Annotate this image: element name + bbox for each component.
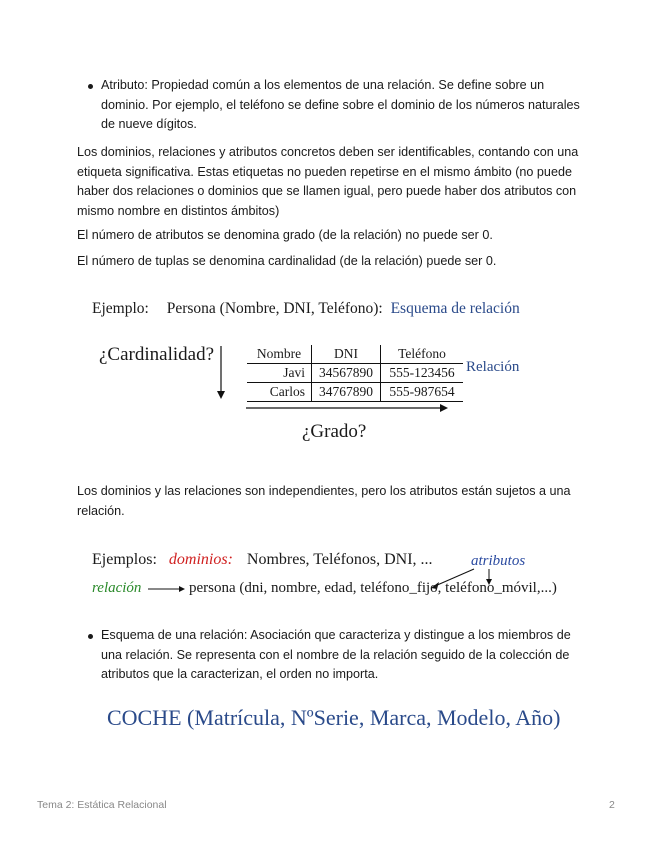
dominios-values: Nombres, Teléfonos, DNI, ...: [246, 551, 433, 568]
table-cell: 34767890: [312, 383, 381, 402]
table-cell: Javi: [247, 364, 312, 383]
table-header-row: [247, 345, 463, 364]
paragraph-cardinalidad: El número de tuplas se denomina cardinalidad (de la relación) puede ser 0.: [77, 254, 497, 268]
column-header: Teléfono: [398, 346, 446, 361]
column-header: DNI: [312, 345, 381, 364]
grado-arrow: [245, 402, 450, 414]
relation-table-wrapper: [247, 345, 463, 402]
paragraph-identificables: Los dominios, relaciones y atributos concretos deben ser identificables, contando con una etiqueta significativa. Estas etiquetas no pueden repetirse en el mismo ámbito (no puede haber dos relaciones o dominios que se llamen igual, pero puede haber dos atributos con mismo nombre en distintos ámbitos): [77, 145, 579, 218]
relacion-arrow: [147, 583, 187, 595]
schema-text: Persona (Nombre, DNI, Teléfono):: [166, 300, 383, 317]
bullet-esquema-text: Esquema de una relación: Asociación que caracteriza y distingue a los miembros de una relación. Se representa con el nombre de la relación seguido de la colección de atributos que la caracterizan, el orden no importa.: [101, 628, 571, 682]
bullet-esquema: [77, 626, 582, 685]
coche-schema: COCHE (Matrícula, NºSerie, Marca, Modelo, Año): [107, 705, 561, 730]
bullet-dot: [88, 84, 93, 89]
figure-ejemplo-header: [92, 300, 520, 318]
table-cell: 555-987654: [389, 384, 455, 399]
ejemplos-line: [92, 551, 433, 569]
relacion-label: Relación: [466, 359, 520, 375]
persona-schema: persona (dni, nombre, edad, teléfono_fijo, teléfono_móvil,...): [189, 580, 557, 596]
paragraph-grado: El número de atributos se denomina grado (de la relación) no puede ser 0.: [77, 228, 493, 242]
relation-table: [247, 345, 463, 402]
ejemplos-label: Ejemplos:: [92, 551, 157, 568]
grado-label: ¿Grado?: [302, 421, 367, 442]
page-number: 2: [609, 799, 615, 811]
atributos-label: atributos: [471, 553, 526, 569]
dominios-label: dominios:: [168, 551, 233, 568]
ejemplo-label: Ejemplo:: [92, 300, 149, 317]
table-cell: 34567890: [312, 364, 381, 383]
table-row: [247, 383, 463, 402]
table-cell: Carlos: [247, 383, 312, 402]
table-row: [247, 364, 463, 383]
paragraph-independientes: Los dominios y las relaciones son independientes, pero los atributos están sujetos a una relación.: [77, 484, 571, 518]
schema-note: Esquema de relación: [390, 300, 520, 317]
cardinalidad-label: ¿Cardinalidad?: [99, 344, 215, 365]
bullet-dot: [88, 634, 93, 639]
footer-title: Tema 2: Estática Relacional: [37, 799, 167, 811]
column-header: Nombre: [247, 345, 312, 364]
bullet-atributo: [77, 76, 582, 135]
cardinalidad-arrow: [215, 345, 227, 401]
bullet-atributo-text: Atributo: Propiedad común a los elementos de una relación. Se define sobre un dominio. Por ejemplo, el teléfono se define sobre el dominio de los números naturales de nueve dígitos.: [101, 78, 580, 132]
relacion-italic-label: relación: [92, 580, 142, 596]
table-cell: 555-123456: [389, 365, 455, 380]
